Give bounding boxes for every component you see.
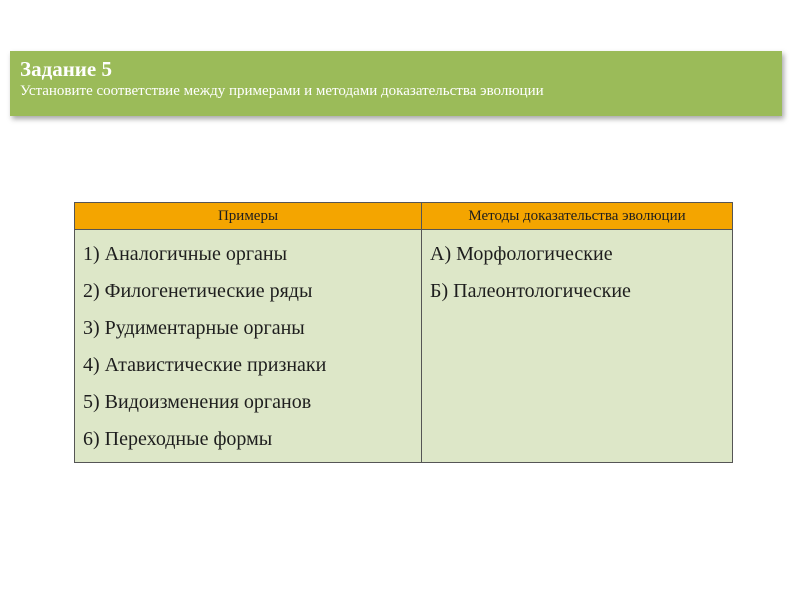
example-item: 4) Атавистические признаки [83, 354, 327, 376]
example-item: 6) Переходные формы [83, 428, 273, 450]
example-item: 5) Видоизменения органов [83, 391, 312, 413]
matching-table [74, 202, 733, 463]
task-banner [10, 51, 782, 116]
method-item: Б) Палеонтологические [430, 280, 631, 302]
table-header-row [75, 203, 733, 230]
examples-cell [75, 230, 422, 463]
examples-column-header: Примеры [75, 203, 422, 230]
methods-cell [422, 230, 733, 463]
table-body-row [75, 230, 733, 463]
task-title: Задание 5 [20, 57, 112, 81]
methods-column-header: Методы доказательства эволюции [422, 203, 733, 230]
example-item: 1) Аналогичные органы [83, 243, 288, 265]
example-item: 3) Рудиментарные органы [83, 317, 305, 339]
task-instruction: Установите соответствие между примерами и методами доказательства эволюции [20, 83, 544, 99]
example-item: 2) Филогенетические ряды [83, 280, 313, 302]
method-item: А) Морфологические [430, 243, 613, 265]
